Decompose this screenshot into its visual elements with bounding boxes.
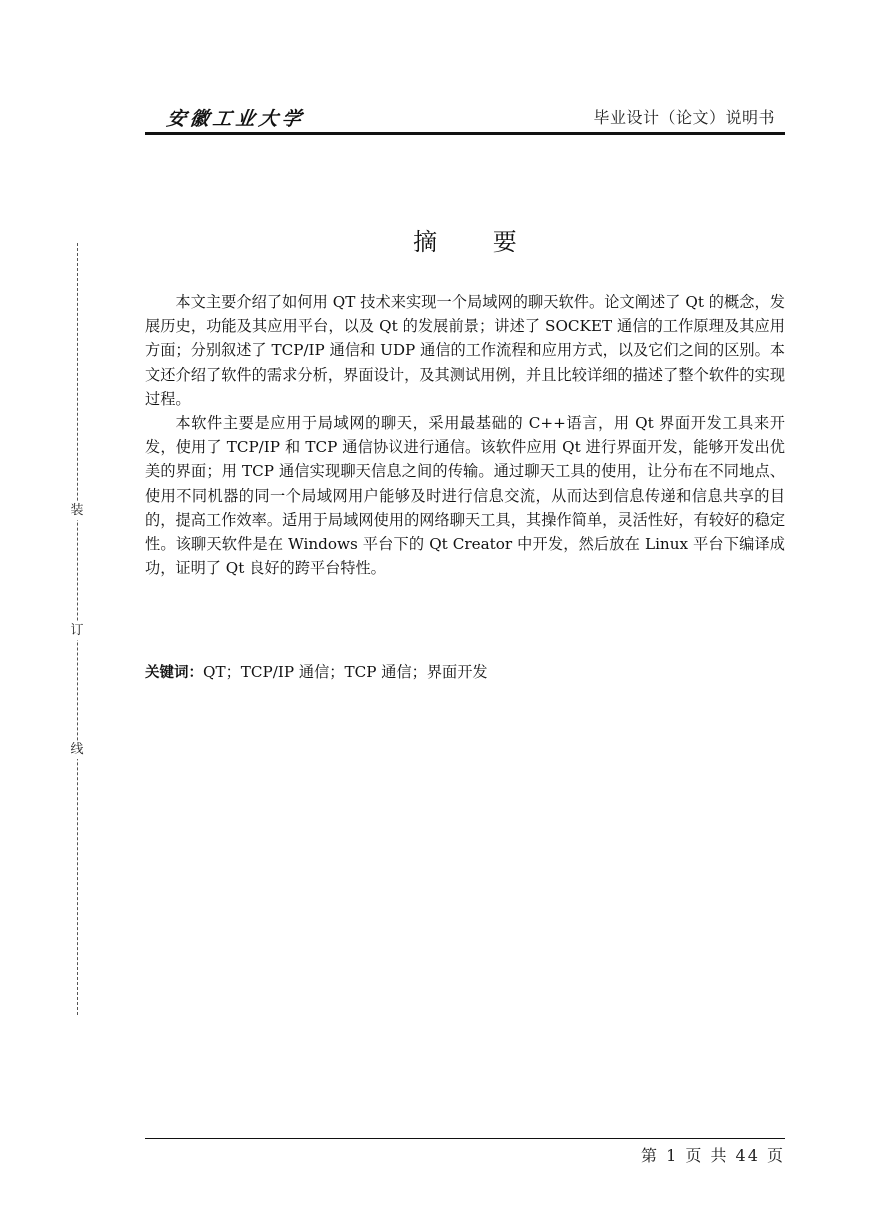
keywords-label: 关键词：: [145, 665, 203, 681]
page-header: [145, 100, 785, 132]
document-type: 毕业设计（论文）说明书: [593, 108, 775, 127]
abstract-title: 摘 要: [413, 228, 541, 256]
university-name: 安徽工业大学: [165, 108, 307, 130]
footer-divider: [145, 1138, 785, 1139]
abstract-body: [145, 290, 785, 580]
binding-char-xian: 线: [68, 741, 86, 759]
page-number: 第 1 页 共 44 页: [641, 1146, 785, 1165]
abstract-paragraph-2: 本软件主要是应用于局域网的聊天，采用最基础的 C++语言，用 Qt 界面开发工具来开发，使用了 TCP/IP 和 TCP 通信协议进行通信。该软件应用 Qt 进行界面开发，能够开发出优美的界面；用 TCP 通信实现聊天信息之间的传输。通过聊天工具的使用，让分布在不同地点、使用不同机器的同一个局域网用户能够及时进行信息交流，从而达到信息传递和信息共享的目的，提高工作效率。适用于局域网使用的网络聊天工具，其操作简单，灵活性好，有较好的稳定性。该聊天软件是在 Windows 平台下的 Qt Creator 中开发，然后放在 Linux 平台下编译成功，证明了 Qt 良好的跨平台特性。: [145, 414, 785, 578]
keywords-value: QT；TCP/IP 通信；TCP 通信；界面开发: [203, 663, 488, 681]
binding-char-zhuang: 装: [68, 502, 86, 520]
abstract-paragraph-1: 本文主要介绍了如何用 QT 技术来实现一个局域网的聊天软件。论文阐述了 Qt 的概念，发展历史，功能及其应用平台，以及 Qt 的发展前景；讲述了 SOCKET 通信的工作原理及其应用方面；分别叙述了 TCP/IP 通信和 UDP 通信的工作流程和应用方式，以及它们之间的区别。本文还介绍了软件的需求分析，界面设计，及其测试用例，并且比较详细的描述了整个软件的实现过程。: [145, 293, 785, 408]
keywords-line: [145, 660, 785, 685]
binding-char-ding: 订: [68, 622, 86, 640]
header-divider: [145, 132, 785, 135]
